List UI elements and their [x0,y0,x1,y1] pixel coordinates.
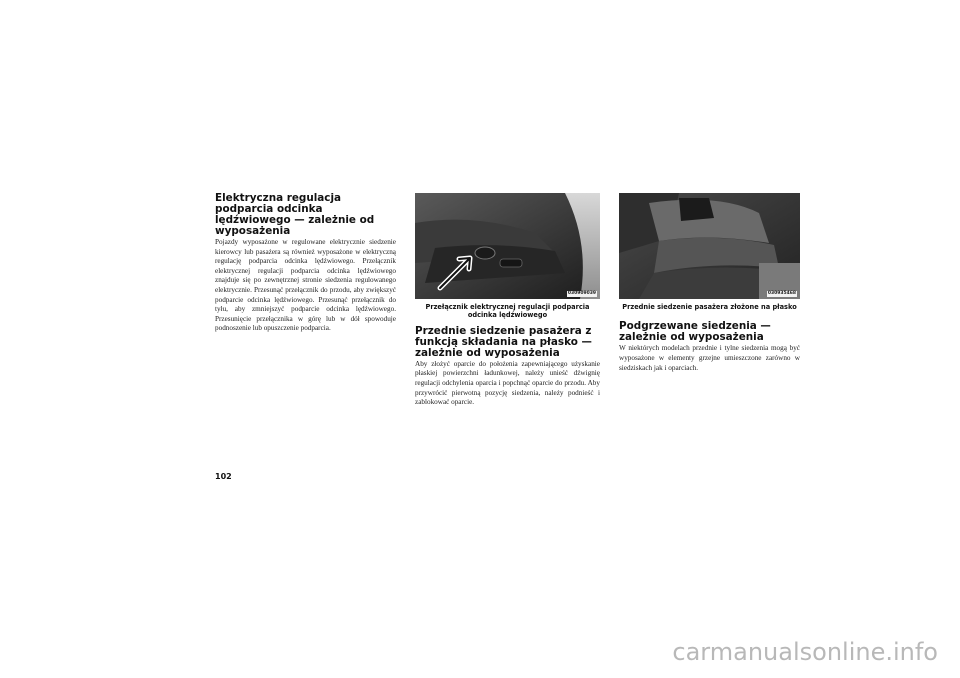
figure-caption: Przełącznik elektrycznej regulacji podparcia odcinka lędźwiowego [425,303,590,320]
section-heading-heated-seats: Podgrzewane siedzenia — zależnie od wyposażenia [619,320,771,344]
watermark-text: carmanualsonline.info [672,638,938,666]
figure-caption: Przednie siedzenie pasażera złożone na płasko [622,303,797,311]
page-number: 102 [215,472,232,481]
seat-side-illustration [415,193,600,299]
figure-code: 030909039 [567,291,596,296]
middle-column [415,193,600,408]
section-body-lumbar: Pojazdy wyposażone w regulowane elektrycznie siedzenie kierowcy lub pasażera są również wyposażone w elektryczną regulację podparcia odcinka lędźwiowego. Przełącznik elektrycznej regulacji podparcia odcinka lędźwiowego znajduje się po zewnętrznej stronie siedzenia regulowanego elektrycznie. Przesunąć przełącznik do przodu, aby zwiększyć podparcie odcinka lędźwiowego. Przesunąć przełącznik do tyłu, aby zmniejszyć podparcie odcinka lędźwiowego. Przesunięcie przełącznika w górę lub w dół spowoduje podnoszenie lub opuszczenie podparcia. [215,238,396,333]
figure-code: 030935468 [767,291,796,296]
folded-seat-illustration [619,193,800,299]
section-heading-fold-flat: Przednie siedzenie pasażera z funkcją składania na płasko — zależnie od wyposażenia [415,324,592,359]
section-heading-lumbar: Elektryczna regulacja podparcia odcinka lędźwiowego — zależnie od wyposażenia [215,192,375,237]
lumbar-switch-photo [415,193,600,299]
left-column [215,193,396,334]
section-body-fold-flat: Aby złożyć oparcie do położenia zapewniającego użyskanie płaskiej powierzchni ładunkowej, należy unieść dźwignię regulacji odchylenia oparcia i popchnąć oparcie do przodu. Aby przywrócić pierwotną pozycję siedzenia, należy podnieść i zablokować oparcie. [415,359,600,407]
right-column [619,193,800,373]
folded-seat-photo [619,193,800,299]
section-body-heated-seats: W niektórych modelach przednie i tylne siedzenia mogą być wyposażone w elementy grzejne umieszczone zarówno w siedziskach jak i oparciach. [619,344,800,372]
